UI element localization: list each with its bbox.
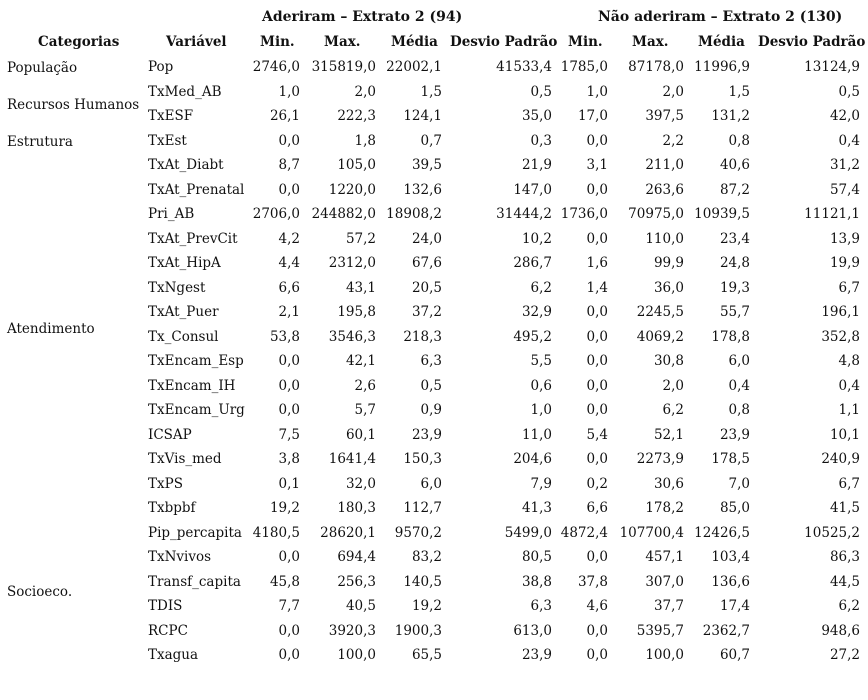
adhered-min-cell: 4,2 bbox=[278, 230, 300, 247]
variable-name: TxEncam_Urg bbox=[148, 402, 245, 418]
adhered-sd-cell: 11,0 bbox=[521, 426, 552, 443]
variable-name: TxMed_AB bbox=[148, 83, 222, 100]
table-row bbox=[0, 374, 868, 399]
adhered-min-cell: 1,0 bbox=[278, 83, 300, 100]
not-adhered-min-cell: 6,6 bbox=[586, 500, 608, 516]
adhered-max-cell: 5,7 bbox=[354, 402, 376, 418]
adhered-sd-cell: 23,9 bbox=[521, 647, 552, 663]
not-adhered-min-cell: 37,8 bbox=[577, 573, 608, 590]
adhered-max-cell: 1,8 bbox=[354, 132, 376, 149]
adhered-min-cell: 53,8 bbox=[269, 328, 300, 345]
not-adhered-max-cell: 178,2 bbox=[645, 500, 684, 516]
not-adhered-mean-cell: 12426,5 bbox=[694, 524, 750, 541]
adhered-sd-cell: 41,3 bbox=[521, 500, 552, 516]
adhered-max-cell: 1220,0 bbox=[328, 181, 376, 198]
adhered-sd-cell: 21,9 bbox=[521, 157, 552, 173]
adhered-sd-cell: 204,6 bbox=[513, 451, 552, 467]
group-header-not-adhered: Não aderiram – Extrato 2 (130) bbox=[598, 9, 843, 25]
adhered-min-cell: 4180,5 bbox=[252, 524, 300, 541]
variable-name: Transf_capita bbox=[148, 573, 241, 590]
adhered-mean-cell: 1,5 bbox=[420, 83, 442, 100]
variable-name: TxEncam_IH bbox=[148, 377, 236, 394]
not-adhered-mean-cell: 6,0 bbox=[728, 353, 750, 369]
not-adhered-min-cell: 0,0 bbox=[586, 647, 608, 663]
not-adhered-sd-cell: 10525,2 bbox=[804, 524, 860, 541]
not-adhered-max-cell: 107700,4 bbox=[619, 524, 684, 541]
col-header-min-not-adhered: Min. bbox=[568, 34, 603, 50]
table-row bbox=[0, 202, 868, 227]
not-adhered-min-cell: 0,0 bbox=[586, 304, 608, 320]
variable-name: RCPC bbox=[148, 622, 188, 639]
adhered-min-cell: 6,6 bbox=[278, 279, 300, 296]
category-label: População bbox=[7, 60, 78, 76]
adhered-mean-cell: 39,5 bbox=[411, 157, 442, 173]
adhered-mean-cell: 0,7 bbox=[420, 132, 442, 149]
col-header-min-adhered: Min. bbox=[260, 34, 295, 50]
not-adhered-mean-cell: 17,4 bbox=[719, 598, 750, 614]
adhered-max-cell: 2,6 bbox=[354, 377, 376, 394]
adhered-mean-cell: 22002,1 bbox=[386, 59, 442, 75]
adhered-mean-cell: 132,6 bbox=[403, 181, 442, 198]
not-adhered-sd-cell: 240,9 bbox=[821, 451, 860, 467]
not-adhered-mean-cell: 40,6 bbox=[719, 157, 750, 173]
not-adhered-sd-cell: 41,5 bbox=[829, 500, 860, 516]
not-adhered-sd-cell: 13,9 bbox=[829, 230, 860, 247]
table-row bbox=[0, 521, 868, 546]
category-label: Socioeco. bbox=[7, 584, 73, 600]
not-adhered-sd-cell: 86,3 bbox=[829, 549, 860, 565]
table-row bbox=[0, 276, 868, 301]
not-adhered-max-cell: 5395,7 bbox=[636, 622, 684, 639]
table-row bbox=[0, 496, 868, 521]
not-adhered-max-cell: 37,7 bbox=[653, 598, 684, 614]
adhered-sd-cell: 10,2 bbox=[521, 230, 552, 247]
adhered-mean-cell: 20,5 bbox=[411, 279, 442, 296]
variable-name: TxAt_Diabt bbox=[148, 157, 224, 173]
adhered-min-cell: 7,5 bbox=[278, 426, 300, 443]
col-header-sd-not-adhered: Desvio Padrão bbox=[758, 34, 866, 50]
not-adhered-sd-cell: 4,8 bbox=[838, 353, 860, 369]
col-header-variable: Variável bbox=[166, 34, 227, 50]
adhered-min-cell: 3,8 bbox=[278, 451, 300, 467]
not-adhered-min-cell: 5,4 bbox=[586, 426, 608, 443]
variable-name: TxESF bbox=[148, 108, 194, 124]
category-label: Estrutura bbox=[7, 134, 73, 150]
not-adhered-max-cell: 307,0 bbox=[645, 573, 684, 590]
adhered-min-cell: 19,2 bbox=[269, 500, 300, 516]
not-adhered-min-cell: 3,1 bbox=[586, 157, 608, 173]
variable-name: Pip_percapita bbox=[148, 524, 242, 541]
adhered-sd-cell: 7,9 bbox=[530, 475, 552, 492]
not-adhered-mean-cell: 10939,5 bbox=[694, 206, 750, 222]
variable-name: TxEncam_Esp bbox=[148, 353, 244, 369]
adhered-sd-cell: 5499,0 bbox=[504, 524, 552, 541]
not-adhered-mean-cell: 87,2 bbox=[719, 181, 750, 198]
adhered-sd-cell: 35,0 bbox=[521, 108, 552, 124]
adhered-min-cell: 45,8 bbox=[269, 573, 300, 590]
table-row bbox=[0, 570, 868, 595]
adhered-min-cell: 0,0 bbox=[278, 549, 300, 565]
table-row bbox=[0, 153, 868, 178]
adhered-sd-cell: 1,0 bbox=[530, 402, 552, 418]
not-adhered-mean-cell: 178,8 bbox=[711, 328, 750, 345]
adhered-min-cell: 0,1 bbox=[278, 475, 300, 492]
not-adhered-sd-cell: 27,2 bbox=[829, 647, 860, 663]
not-adhered-max-cell: 2,2 bbox=[662, 132, 684, 149]
not-adhered-sd-cell: 196,1 bbox=[821, 304, 860, 320]
adhered-sd-cell: 38,8 bbox=[521, 573, 552, 590]
table-row bbox=[0, 300, 868, 325]
not-adhered-mean-cell: 178,5 bbox=[711, 451, 750, 467]
not-adhered-sd-cell: 352,8 bbox=[821, 328, 860, 345]
col-header-mean-not-adhered: Média bbox=[698, 34, 745, 50]
not-adhered-min-cell: 0,0 bbox=[586, 377, 608, 394]
table-row bbox=[0, 178, 868, 203]
not-adhered-sd-cell: 11121,1 bbox=[804, 206, 860, 222]
not-adhered-max-cell: 6,2 bbox=[662, 402, 684, 418]
not-adhered-min-cell: 1,0 bbox=[586, 83, 608, 100]
adhered-max-cell: 2,0 bbox=[354, 83, 376, 100]
not-adhered-max-cell: 36,0 bbox=[653, 279, 684, 296]
not-adhered-sd-cell: 31,2 bbox=[829, 157, 860, 173]
adhered-mean-cell: 83,2 bbox=[411, 549, 442, 565]
col-header-max-adhered: Max. bbox=[324, 34, 361, 50]
not-adhered-sd-cell: 57,4 bbox=[829, 181, 860, 198]
not-adhered-sd-cell: 10,1 bbox=[829, 426, 860, 443]
table-row bbox=[0, 423, 868, 448]
table-row bbox=[0, 472, 868, 497]
not-adhered-min-cell: 0,0 bbox=[586, 549, 608, 565]
not-adhered-mean-cell: 0,8 bbox=[728, 402, 750, 418]
variable-name: TDIS bbox=[148, 598, 183, 614]
not-adhered-min-cell: 1785,0 bbox=[560, 59, 608, 75]
adhered-max-cell: 256,3 bbox=[337, 573, 376, 590]
not-adhered-mean-cell: 85,0 bbox=[719, 500, 750, 516]
adhered-min-cell: 0,0 bbox=[278, 647, 300, 663]
not-adhered-min-cell: 4872,4 bbox=[560, 524, 608, 541]
variable-name: TxAt_HipA bbox=[148, 255, 221, 271]
adhered-max-cell: 315819,0 bbox=[311, 59, 376, 75]
adhered-min-cell: 2,1 bbox=[278, 304, 300, 320]
adhered-min-cell: 0,0 bbox=[278, 181, 300, 198]
not-adhered-mean-cell: 0,8 bbox=[728, 132, 750, 149]
table-row bbox=[0, 594, 868, 619]
adhered-max-cell: 105,0 bbox=[337, 157, 376, 173]
not-adhered-mean-cell: 131,2 bbox=[711, 108, 750, 124]
table-row bbox=[0, 129, 868, 154]
variable-name: Tx_Consul bbox=[148, 328, 219, 345]
not-adhered-min-cell: 0,0 bbox=[586, 230, 608, 247]
adhered-sd-cell: 0,3 bbox=[530, 132, 552, 149]
not-adhered-sd-cell: 0,5 bbox=[838, 83, 860, 100]
not-adhered-sd-cell: 13124,9 bbox=[804, 59, 860, 75]
variable-name: Pri_AB bbox=[148, 206, 195, 222]
not-adhered-max-cell: 2273,9 bbox=[636, 451, 684, 467]
not-adhered-min-cell: 0,0 bbox=[586, 451, 608, 467]
table-row bbox=[0, 619, 868, 644]
adhered-mean-cell: 0,5 bbox=[420, 377, 442, 394]
not-adhered-max-cell: 4069,2 bbox=[636, 328, 684, 345]
not-adhered-mean-cell: 1,5 bbox=[728, 83, 750, 100]
adhered-max-cell: 32,0 bbox=[345, 475, 376, 492]
not-adhered-mean-cell: 0,4 bbox=[728, 377, 750, 394]
variable-name: TxPS bbox=[148, 475, 183, 492]
not-adhered-max-cell: 263,6 bbox=[645, 181, 684, 198]
not-adhered-mean-cell: 103,4 bbox=[711, 549, 750, 565]
adhered-sd-cell: 6,3 bbox=[530, 598, 552, 614]
table-row bbox=[0, 325, 868, 350]
adhered-min-cell: 0,0 bbox=[278, 353, 300, 369]
not-adhered-max-cell: 100,0 bbox=[645, 647, 684, 663]
adhered-mean-cell: 112,7 bbox=[403, 500, 442, 516]
adhered-max-cell: 195,8 bbox=[337, 304, 376, 320]
adhered-min-cell: 2746,0 bbox=[252, 59, 300, 75]
adhered-mean-cell: 65,5 bbox=[411, 647, 442, 663]
adhered-mean-cell: 140,5 bbox=[403, 573, 442, 590]
adhered-mean-cell: 218,3 bbox=[403, 328, 442, 345]
not-adhered-mean-cell: 55,7 bbox=[719, 304, 750, 320]
not-adhered-min-cell: 0,0 bbox=[586, 353, 608, 369]
adhered-max-cell: 2312,0 bbox=[328, 255, 376, 271]
not-adhered-mean-cell: 19,3 bbox=[719, 279, 750, 296]
adhered-max-cell: 100,0 bbox=[337, 647, 376, 663]
adhered-max-cell: 28620,1 bbox=[320, 524, 376, 541]
variable-name: Pop bbox=[148, 59, 174, 75]
adhered-sd-cell: 80,5 bbox=[521, 549, 552, 565]
adhered-sd-cell: 31444,2 bbox=[496, 206, 552, 222]
adhered-mean-cell: 37,2 bbox=[411, 304, 442, 320]
not-adhered-max-cell: 2,0 bbox=[662, 377, 684, 394]
table-row bbox=[0, 349, 868, 374]
col-header-max-not-adhered: Max. bbox=[632, 34, 669, 50]
not-adhered-min-cell: 1,6 bbox=[586, 255, 608, 271]
not-adhered-max-cell: 30,8 bbox=[653, 353, 684, 369]
adhered-max-cell: 244882,0 bbox=[311, 206, 376, 222]
adhered-max-cell: 43,1 bbox=[345, 279, 376, 296]
not-adhered-sd-cell: 6,7 bbox=[838, 475, 860, 492]
not-adhered-sd-cell: 0,4 bbox=[838, 377, 860, 394]
adhered-mean-cell: 23,9 bbox=[411, 426, 442, 443]
table-row bbox=[0, 643, 868, 668]
adhered-max-cell: 40,5 bbox=[345, 598, 376, 614]
adhered-mean-cell: 150,3 bbox=[403, 451, 442, 467]
category-label: Atendimento bbox=[7, 321, 95, 337]
adhered-sd-cell: 41533,4 bbox=[496, 59, 552, 75]
adhered-sd-cell: 6,2 bbox=[530, 279, 552, 296]
not-adhered-mean-cell: 2362,7 bbox=[702, 622, 750, 639]
adhered-min-cell: 7,7 bbox=[278, 598, 300, 614]
not-adhered-max-cell: 2245,5 bbox=[636, 304, 684, 320]
variable-name: TxAt_Prenatal bbox=[148, 181, 245, 198]
not-adhered-max-cell: 30,6 bbox=[653, 475, 684, 492]
adhered-sd-cell: 286,7 bbox=[513, 255, 552, 271]
adhered-sd-cell: 32,9 bbox=[521, 304, 552, 320]
not-adhered-min-cell: 17,0 bbox=[577, 108, 608, 124]
variable-name: TxAt_Puer bbox=[148, 304, 219, 320]
adhered-max-cell: 222,3 bbox=[337, 108, 376, 124]
not-adhered-mean-cell: 7,0 bbox=[728, 475, 750, 492]
adhered-min-cell: 0,0 bbox=[278, 622, 300, 639]
not-adhered-min-cell: 1736,0 bbox=[560, 206, 608, 222]
adhered-max-cell: 57,2 bbox=[345, 230, 376, 247]
adhered-min-cell: 8,7 bbox=[278, 157, 300, 173]
table-row bbox=[0, 104, 868, 129]
not-adhered-mean-cell: 23,9 bbox=[719, 426, 750, 443]
not-adhered-sd-cell: 6,7 bbox=[838, 279, 860, 296]
variable-name: ICSAP bbox=[148, 426, 192, 443]
adhered-min-cell: 4,4 bbox=[278, 255, 300, 271]
adhered-mean-cell: 124,1 bbox=[403, 108, 442, 124]
col-header-category: Categorias bbox=[38, 34, 120, 50]
not-adhered-mean-cell: 24,8 bbox=[719, 255, 750, 271]
variable-name: Txbpbf bbox=[148, 500, 196, 516]
adhered-min-cell: 0,0 bbox=[278, 402, 300, 418]
not-adhered-sd-cell: 0,4 bbox=[838, 132, 860, 149]
not-adhered-sd-cell: 6,2 bbox=[838, 598, 860, 614]
adhered-mean-cell: 0,9 bbox=[420, 402, 442, 418]
adhered-min-cell: 0,0 bbox=[278, 377, 300, 394]
not-adhered-min-cell: 0,0 bbox=[586, 328, 608, 345]
not-adhered-sd-cell: 44,5 bbox=[829, 573, 860, 590]
not-adhered-mean-cell: 60,7 bbox=[719, 647, 750, 663]
not-adhered-min-cell: 0,0 bbox=[586, 132, 608, 149]
not-adhered-sd-cell: 42,0 bbox=[829, 108, 860, 124]
not-adhered-max-cell: 2,0 bbox=[662, 83, 684, 100]
adhered-min-cell: 26,1 bbox=[269, 108, 300, 124]
not-adhered-max-cell: 457,1 bbox=[645, 549, 684, 565]
not-adhered-sd-cell: 948,6 bbox=[821, 622, 860, 639]
not-adhered-max-cell: 110,0 bbox=[645, 230, 684, 247]
adhered-max-cell: 1641,4 bbox=[328, 451, 376, 467]
not-adhered-min-cell: 4,6 bbox=[586, 598, 608, 614]
adhered-mean-cell: 24,0 bbox=[411, 230, 442, 247]
adhered-min-cell: 0,0 bbox=[278, 132, 300, 149]
not-adhered-max-cell: 397,5 bbox=[645, 108, 684, 124]
adhered-sd-cell: 0,5 bbox=[530, 83, 552, 100]
variable-name: Txagua bbox=[148, 647, 199, 663]
table-row bbox=[0, 545, 868, 570]
adhered-max-cell: 42,1 bbox=[345, 353, 376, 369]
adhered-sd-cell: 147,0 bbox=[513, 181, 552, 198]
adhered-mean-cell: 18908,2 bbox=[386, 206, 442, 222]
not-adhered-mean-cell: 23,4 bbox=[719, 230, 750, 247]
group-header-adhered: Aderiram – Extrato 2 (94) bbox=[262, 9, 463, 25]
adhered-max-cell: 3920,3 bbox=[328, 622, 376, 639]
adhered-max-cell: 694,4 bbox=[337, 549, 376, 565]
table-row bbox=[0, 227, 868, 252]
not-adhered-max-cell: 211,0 bbox=[645, 157, 684, 173]
variable-name: TxVis_med bbox=[148, 451, 222, 467]
not-adhered-max-cell: 52,1 bbox=[653, 426, 684, 443]
adhered-mean-cell: 6,3 bbox=[420, 353, 442, 369]
adhered-mean-cell: 67,6 bbox=[411, 255, 442, 271]
variable-name: TxAt_PrevCit bbox=[148, 230, 238, 247]
category-label: Recursos Humanos bbox=[7, 97, 140, 113]
table-row bbox=[0, 398, 868, 423]
not-adhered-min-cell: 0,2 bbox=[586, 475, 608, 492]
adhered-max-cell: 60,1 bbox=[345, 426, 376, 443]
not-adhered-max-cell: 99,9 bbox=[653, 255, 684, 271]
adhered-sd-cell: 495,2 bbox=[513, 328, 552, 345]
not-adhered-max-cell: 87178,0 bbox=[628, 59, 684, 75]
variable-name: TxNgest bbox=[148, 279, 206, 296]
not-adhered-sd-cell: 19,9 bbox=[829, 255, 860, 271]
adhered-max-cell: 3546,3 bbox=[328, 328, 376, 345]
adhered-min-cell: 2706,0 bbox=[252, 206, 300, 222]
not-adhered-min-cell: 0,0 bbox=[586, 181, 608, 198]
col-header-sd-adhered: Desvio Padrão bbox=[450, 34, 558, 50]
not-adhered-min-cell: 0,0 bbox=[586, 622, 608, 639]
col-header-mean-adhered: Média bbox=[391, 34, 438, 50]
not-adhered-mean-cell: 136,6 bbox=[711, 573, 750, 590]
variable-name: TxNvivos bbox=[148, 549, 212, 565]
table-row bbox=[0, 55, 868, 80]
not-adhered-min-cell: 0,0 bbox=[586, 402, 608, 418]
not-adhered-max-cell: 70975,0 bbox=[628, 206, 684, 222]
adhered-sd-cell: 613,0 bbox=[513, 622, 552, 639]
adhered-mean-cell: 6,0 bbox=[420, 475, 442, 492]
adhered-max-cell: 180,3 bbox=[337, 500, 376, 516]
table-row bbox=[0, 447, 868, 472]
adhered-mean-cell: 9570,2 bbox=[394, 524, 442, 541]
adhered-mean-cell: 19,2 bbox=[411, 598, 442, 614]
adhered-sd-cell: 5,5 bbox=[530, 353, 552, 369]
not-adhered-min-cell: 1,4 bbox=[586, 279, 608, 296]
not-adhered-mean-cell: 11996,9 bbox=[694, 59, 750, 75]
not-adhered-sd-cell: 1,1 bbox=[838, 402, 860, 418]
table-row bbox=[0, 251, 868, 276]
variable-name: TxEst bbox=[148, 132, 187, 149]
adhered-mean-cell: 1900,3 bbox=[394, 622, 442, 639]
table-row bbox=[0, 80, 868, 105]
adhered-sd-cell: 0,6 bbox=[530, 377, 552, 394]
